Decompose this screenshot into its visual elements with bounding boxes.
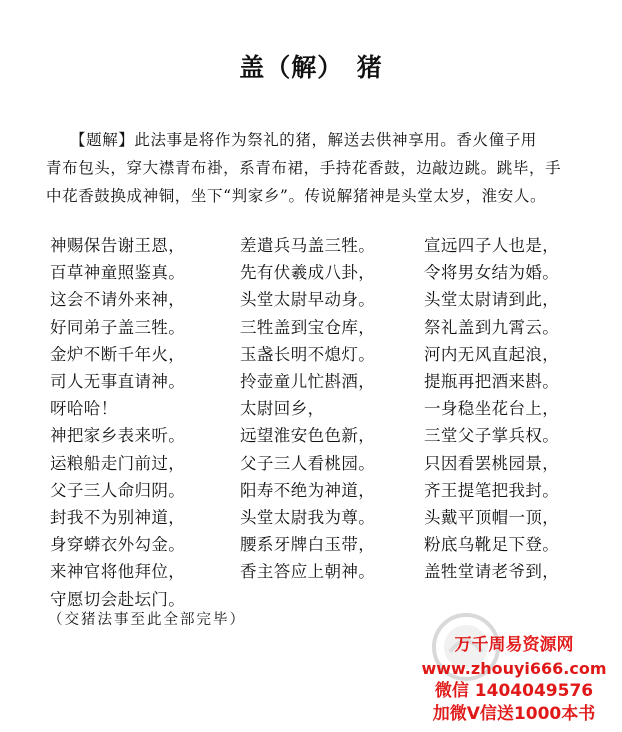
verse-line: 神把家乡表来听。 — [50, 426, 186, 446]
verse-line: 好同弟子盖三牲。 — [50, 317, 186, 337]
watermark-offer: 加微V信送1000本书 — [432, 704, 596, 724]
verse-line: 司人无事直请神。 — [50, 372, 186, 392]
verse-line: 运粮船走门前过， — [50, 453, 186, 473]
verse-line: 只因看罢桃园景， — [424, 453, 560, 473]
verse-line: 令将男女结为婚。 — [424, 263, 560, 283]
watermark-wechat: 微信 1404049576 — [434, 681, 594, 701]
intro-line: 【题解】此法事是将作为祭礼的猪，解送去供神享用。香火僮子用 — [70, 131, 537, 149]
intro-line: 中花香鼓换成神铜，坐下“判家乡”。传说解猪神是头堂太岁，淮安人。 — [46, 187, 547, 205]
verse-line: 齐王提笔把我封。 — [424, 480, 560, 500]
verse-line: 头堂太尉我为尊。 — [240, 508, 376, 528]
watermark-site-name: 万千周易资源网 — [454, 635, 574, 655]
verse-column-3 — [424, 232, 559, 586]
verse-line: 差遣兵马盖三牲。 — [240, 236, 376, 255]
verse-line: 一身稳坐花台上， — [424, 399, 560, 419]
verse-line: 头堂太尉早动身。 — [240, 290, 376, 310]
verse-line: 呀哈哈！ — [50, 399, 118, 419]
verse-line: 宣远四子人也是， — [424, 236, 560, 255]
verse-line: 三牲盖到宝仓库， — [240, 317, 376, 337]
closing-note: （交猪法事至此全部完毕） — [48, 612, 246, 628]
verse-line: 腰系牙牌白玉带， — [240, 535, 376, 555]
verse-line: 这会不请外来神， — [50, 290, 186, 310]
verse-line: 提瓶再把酒来斟。 — [424, 372, 560, 392]
verse-line: 身穿蟒衣外勾金。 — [50, 535, 186, 555]
verse-line: 神赐保告谢王恩， — [50, 236, 186, 255]
verse-line: 阳寿不绝为神道， — [240, 480, 376, 500]
watermark-url: www.zhouyi666.com — [421, 659, 607, 678]
verse-line: 来神官将他拜位， — [50, 562, 186, 582]
verse-line: 金炉不断千年火， — [50, 344, 186, 364]
verse-line: 父子三人看桃园。 — [240, 453, 376, 473]
verse-line: 玉盏长明不熄灯。 — [240, 344, 376, 364]
verse-line: 守愿切会赴坛门。 — [50, 589, 186, 609]
verse-line: 先有伏羲成八卦， — [240, 263, 376, 283]
intro-paragraph — [46, 126, 582, 210]
verse-line: 头戴平顶帽一顶， — [424, 508, 560, 528]
verse-column-2 — [240, 232, 375, 586]
verse-line: 香主答应上朝神。 — [240, 562, 376, 582]
verse-line: 百草神童照鉴真。 — [50, 263, 186, 283]
intro-line: 青布包头，穿大襟青布褂，系青布裙，手持花香鼓，边敲边跳。跳毕，手 — [46, 159, 562, 177]
verse-line: 三堂父子掌兵权。 — [424, 426, 560, 446]
page-title: 盖（解） 猪 — [239, 53, 383, 82]
verse-column-1 — [50, 232, 185, 613]
verse-line: 封我不为别神道， — [50, 508, 186, 528]
verse-line: 头堂太尉请到此， — [424, 290, 560, 310]
verse-line: 河内无风直起浪， — [424, 344, 560, 364]
verse-line: 父子三人命归阴。 — [50, 480, 186, 500]
verse-line: 拎壶童儿忙斟酒， — [240, 372, 376, 392]
verse-line: 粉底乌靴足下登。 — [424, 535, 560, 555]
verse-line: 太尉回乡， — [240, 399, 325, 419]
verse-line: 祭礼盖到九霄云。 — [424, 317, 560, 337]
verse-line: 盖牲堂请老爷到， — [424, 562, 560, 582]
watermark-text — [414, 634, 614, 726]
verse-line: 远望淮安色色新， — [240, 426, 376, 446]
